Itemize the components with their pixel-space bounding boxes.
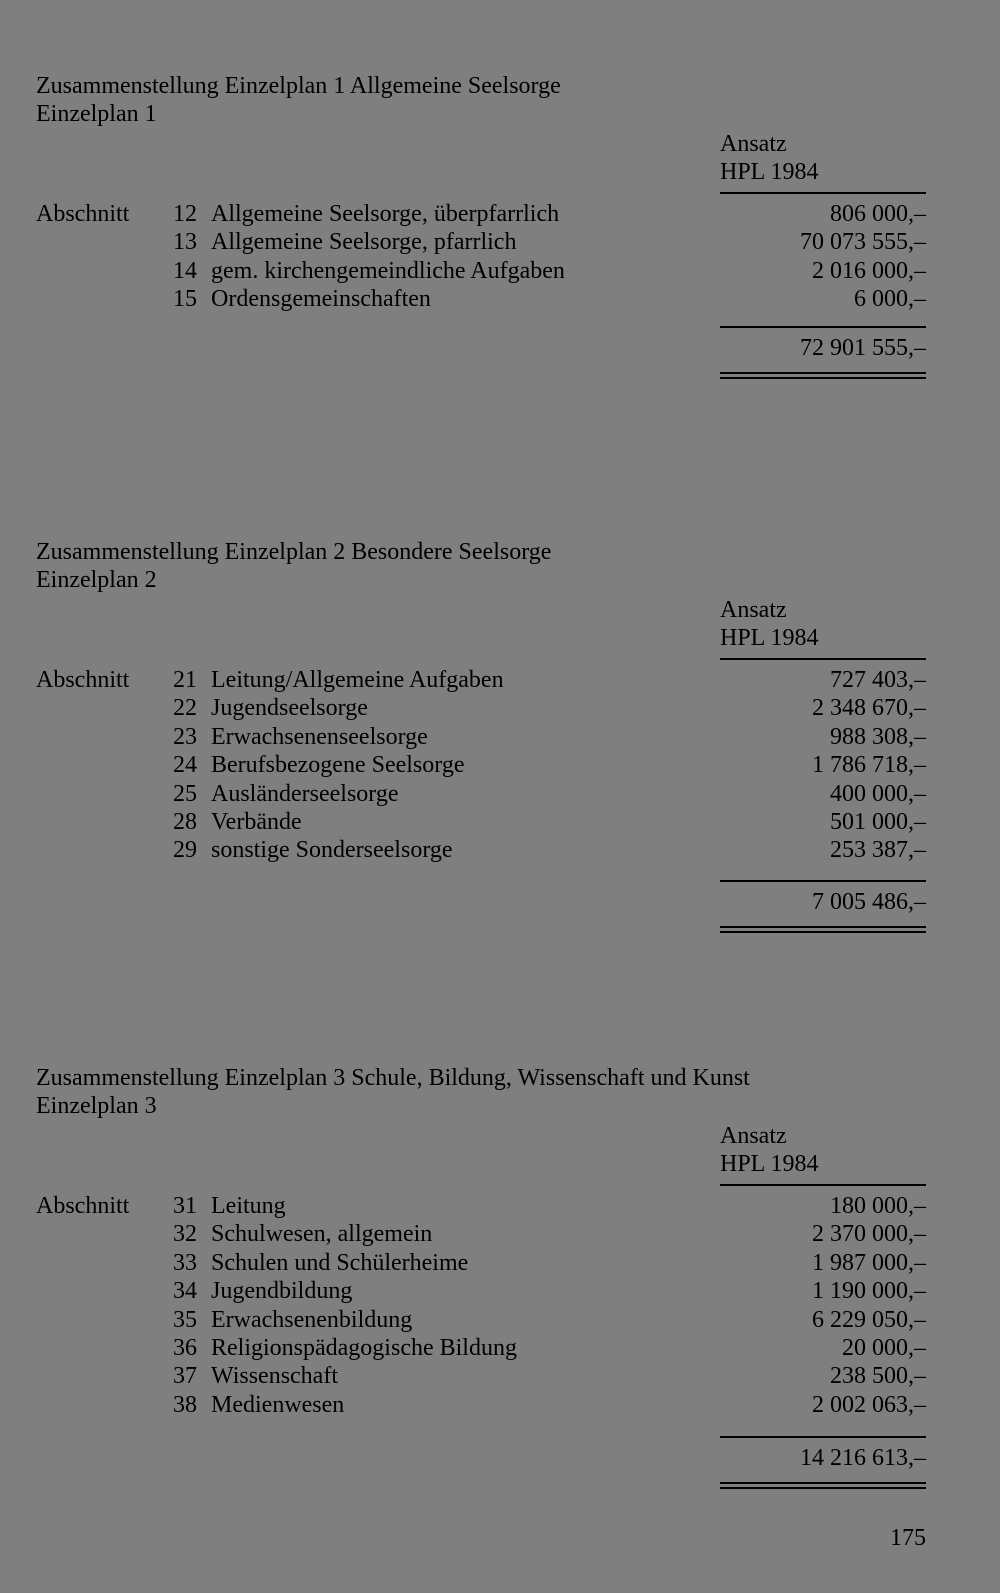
section-title: Zusammenstellung Einzelplan 1 Allgemeine Seelsorge xyxy=(36,73,561,99)
row-amount: 1 786 718,– xyxy=(812,752,926,779)
total-double-rule xyxy=(720,926,926,933)
row-number: 36 xyxy=(173,1334,197,1361)
row-amount: 2 348 670,– xyxy=(812,695,926,722)
row-number: 21 xyxy=(173,667,197,693)
row-label: Jugendbildung xyxy=(211,1278,353,1305)
row-amount: 806 000,– xyxy=(830,201,926,227)
row-amount: 400 000,– xyxy=(830,780,926,807)
column-header-hpl: HPL 1984 xyxy=(720,159,819,185)
row-label: Ausländerseelsorge xyxy=(211,780,399,807)
section-subtitle: Einzelplan 3 xyxy=(36,1093,157,1119)
table-row xyxy=(36,200,926,228)
row-label: sonstige Sonderseelsorge xyxy=(211,837,453,864)
column-header-ansatz: Ansatz xyxy=(720,1123,787,1149)
row-label: Religionspädagogische Bildung xyxy=(211,1334,517,1361)
table-row xyxy=(36,1391,926,1419)
section-subtitle: Einzelplan 2 xyxy=(36,567,157,593)
row-label: Schulwesen, allgemein xyxy=(211,1221,433,1248)
total-rule xyxy=(720,1436,926,1438)
table-row xyxy=(36,751,926,779)
row-number: 29 xyxy=(173,837,197,864)
row-label: Wissenschaft xyxy=(211,1363,338,1390)
table-row xyxy=(36,228,926,256)
table-row xyxy=(36,808,926,836)
row-label: Ordensgemeinschaften xyxy=(211,286,431,313)
table-rows xyxy=(36,1192,926,1419)
abschnitt-label: Abschnitt xyxy=(36,201,130,227)
table-row xyxy=(36,1362,926,1390)
row-number: 13 xyxy=(173,229,197,256)
row-amount: 988 308,– xyxy=(830,723,926,750)
row-label: Medienwesen xyxy=(211,1391,345,1418)
column-header xyxy=(720,130,926,194)
row-label: Allgemeine Seelsorge, pfarrlich xyxy=(211,229,517,256)
table-rows xyxy=(36,666,926,865)
row-number: 25 xyxy=(173,780,197,807)
row-label: Erwachsenenbildung xyxy=(211,1306,413,1333)
page-number: 175 xyxy=(890,1525,926,1551)
row-amount: 2 370 000,– xyxy=(812,1221,926,1248)
row-label: Jugendseelsorge xyxy=(211,695,368,722)
row-label: Berufsbezogene Seelsorge xyxy=(211,752,465,779)
row-number: 24 xyxy=(173,752,197,779)
row-amount: 6 000,– xyxy=(854,286,926,313)
table-row xyxy=(36,836,926,864)
column-header-hpl: HPL 1984 xyxy=(720,625,819,651)
row-amount: 727 403,– xyxy=(830,667,926,693)
row-amount: 253 387,– xyxy=(830,837,926,864)
table-row xyxy=(36,257,926,285)
table-row xyxy=(36,780,926,808)
total-double-rule xyxy=(720,372,926,379)
section-total: 72 901 555,– xyxy=(800,335,926,361)
table-row xyxy=(36,1249,926,1277)
section-einzelplan-2 xyxy=(36,538,926,915)
row-number: 31 xyxy=(173,1193,197,1219)
header-rule xyxy=(720,192,926,194)
table-row xyxy=(36,1220,926,1248)
row-amount: 1 987 000,– xyxy=(812,1249,926,1276)
section-total: 14 216 613,– xyxy=(800,1445,926,1471)
row-number: 28 xyxy=(173,808,197,835)
row-number: 15 xyxy=(173,286,197,313)
section-subtitle: Einzelplan 1 xyxy=(36,101,157,127)
row-amount: 1 190 000,– xyxy=(812,1278,926,1305)
row-label: gem. kirchengemeindliche Aufgaben xyxy=(211,257,565,284)
row-number: 32 xyxy=(173,1221,197,1248)
section-total: 7 005 486,– xyxy=(812,889,926,915)
row-number: 22 xyxy=(173,695,197,722)
row-amount: 180 000,– xyxy=(830,1193,926,1219)
column-header-ansatz: Ansatz xyxy=(720,597,787,623)
row-label: Leitung/Allgemeine Aufgaben xyxy=(211,667,504,693)
abschnitt-label: Abschnitt xyxy=(36,667,130,693)
header-rule xyxy=(720,1184,926,1186)
column-header xyxy=(720,1122,926,1186)
section-einzelplan-1 xyxy=(36,72,926,361)
row-amount: 20 000,– xyxy=(842,1334,926,1361)
table-row xyxy=(36,666,926,694)
total-rule xyxy=(720,880,926,882)
column-header-ansatz: Ansatz xyxy=(720,131,787,157)
row-number: 33 xyxy=(173,1249,197,1276)
table-row xyxy=(36,1277,926,1305)
total-double-rule xyxy=(720,1482,926,1489)
row-number: 14 xyxy=(173,257,197,284)
row-label: Leitung xyxy=(211,1193,286,1219)
column-header-hpl: HPL 1984 xyxy=(720,1151,819,1177)
row-number: 35 xyxy=(173,1306,197,1333)
row-number: 12 xyxy=(173,201,197,227)
table-row xyxy=(36,1334,926,1362)
section-title: Zusammenstellung Einzelplan 3 Schule, Bildung, Wissenschaft und Kunst xyxy=(36,1065,750,1091)
table-row xyxy=(36,285,926,313)
table-row xyxy=(36,1306,926,1334)
table-row xyxy=(36,1192,926,1220)
section-einzelplan-3 xyxy=(36,1064,926,1471)
row-amount: 2 016 000,– xyxy=(812,257,926,284)
row-number: 23 xyxy=(173,723,197,750)
row-label: Schulen und Schülerheime xyxy=(211,1249,469,1276)
row-label: Erwachsenenseelsorge xyxy=(211,723,428,750)
abschnitt-label: Abschnitt xyxy=(36,1193,130,1219)
row-number: 38 xyxy=(173,1391,197,1418)
row-label: Allgemeine Seelsorge, überpfarrlich xyxy=(211,201,560,227)
total-rule xyxy=(720,326,926,328)
row-amount: 238 500,– xyxy=(830,1363,926,1390)
row-amount: 2 002 063,– xyxy=(812,1391,926,1418)
row-number: 34 xyxy=(173,1278,197,1305)
table-rows xyxy=(36,200,926,314)
header-rule xyxy=(720,658,926,660)
row-number: 37 xyxy=(173,1363,197,1390)
column-header xyxy=(720,596,926,660)
table-row xyxy=(36,694,926,722)
row-amount: 70 073 555,– xyxy=(800,229,926,256)
table-row xyxy=(36,723,926,751)
section-title: Zusammenstellung Einzelplan 2 Besondere Seelsorge xyxy=(36,539,552,565)
row-amount: 6 229 050,– xyxy=(812,1306,926,1333)
row-amount: 501 000,– xyxy=(830,808,926,835)
row-label: Verbände xyxy=(211,808,302,835)
